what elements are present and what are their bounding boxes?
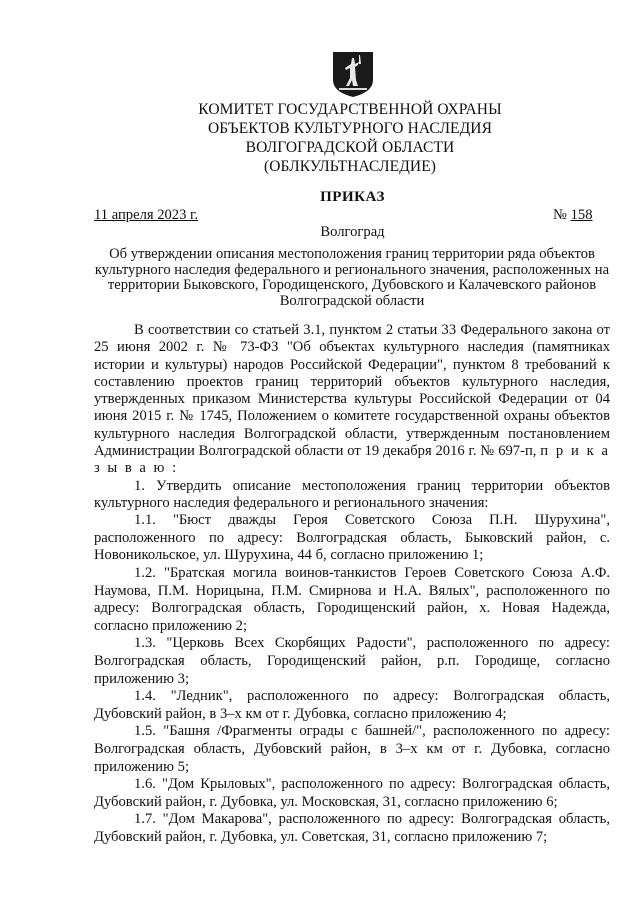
list-item: 1.7. "Дом Макарова", расположенного по адресу: Волгоградская область, Дубовский район, г. Дубовка, ул. Советская, 31, согласно приложению 7; [94, 811, 610, 845]
order-title: ПРИКАЗ [320, 189, 385, 205]
list-item: 1.2. "Братская могила воинов-танкистов Героев Советского Союза А.Ф. Наумова, П.М. Норицына, П.М. Смирнова и Н.А. Вялых", расположенного по адресу: Волгоградская область, Городищенский район, х. Новая Надежда, согласно приложению 2; [94, 565, 610, 634]
order-number-prefix: № [553, 207, 567, 223]
org-line: ВОЛГОГРАДСКОЙ ОБЛАСТИ [245, 139, 455, 156]
list-item: 1.1. "Бюст дважды Героя Советского Союза П.Н. Шурухина", расположенного по адресу: Волгоградская область, Быковский район, с. Новоникольское, ул. Шурухина, 44 б, согласно приложению 1; [94, 512, 610, 564]
coat-of-arms-icon [331, 50, 375, 98]
list-item: 1.6. "Дом Крыловых", расположенного по адресу: Волгоградская область, Дубовский район, г. Дубовка, ул. Московская, 31, согласно приложению 6; [94, 776, 610, 810]
order-number-value: 158 [570, 207, 593, 223]
org-line: КОМИТЕТ ГОСУДАРСТВЕННОЙ ОХРАНЫ [198, 101, 502, 118]
list-item: 1.3. "Церковь Всех Скорбящих Радости", расположенного по адресу: Волгоградская область, Городищенский район, р.п. Городище, согласно приложению 3; [94, 635, 610, 687]
org-line: ОБЪЕКТОВ КУЛЬТУРНОГО НАСЛЕДИЯ [207, 120, 493, 137]
preamble-text: В соответствии со статьей 3.1, пунктом 2 статьи 33 Федерального закона от 25 июня 2002 г. № 73-ФЗ "Об объектах культурного наследия (памятниках истории и культуры) народов Российской Федерации", пунктом 8 требований к составлению проектов границ территорий объектов культурного наследия, утвержденных приказом Министерства культуры Российской Федерации от 04 июня 2015 г. № 1745, Положением о комитете государственной охраны объектов культурного наследия Волгоградской области, утвержденным постановлением Администрации Волгоградской области от 19 декабря 2016 г. № 697-п, [94, 322, 610, 460]
order-body [94, 322, 610, 847]
list-item: 1.4. "Ледник", расположенного по адресу: Волгоградская область, Дубовский район, в 3–х км от г. Дубовка, согласно приложению 4; [94, 688, 610, 722]
preamble-paragraph [94, 322, 610, 478]
order-city: Волгоград [320, 224, 385, 240]
paragraph-1: 1. Утвердить описание местоположения границ территории объектов культурного наследия федерального и регионального значения: [94, 477, 610, 511]
org-line: (ОБЛКУЛЬТНАСЛЕДИЕ) [263, 158, 437, 175]
list-item: 1.5. "Башня /Фрагменты ограды с башней/", расположенного по адресу: Волгоградская область, Дубовский район, в 3–х км от г. Дубовка, согласно приложению 5; [94, 723, 610, 775]
order-subject: Об утверждении описания местоположения границ территории ряда объектов культурного наследия федерального и регионального значения, расположенных на территории Быковского, Городищенского, Дубовского и Калачевского районов Волгоградской области [94, 246, 610, 309]
order-number [553, 206, 592, 224]
order-date: 11 апреля 2023 г. [94, 207, 199, 223]
organization-header [130, 100, 570, 176]
directive-text: п р и к а з ы в а ю : [94, 443, 611, 477]
